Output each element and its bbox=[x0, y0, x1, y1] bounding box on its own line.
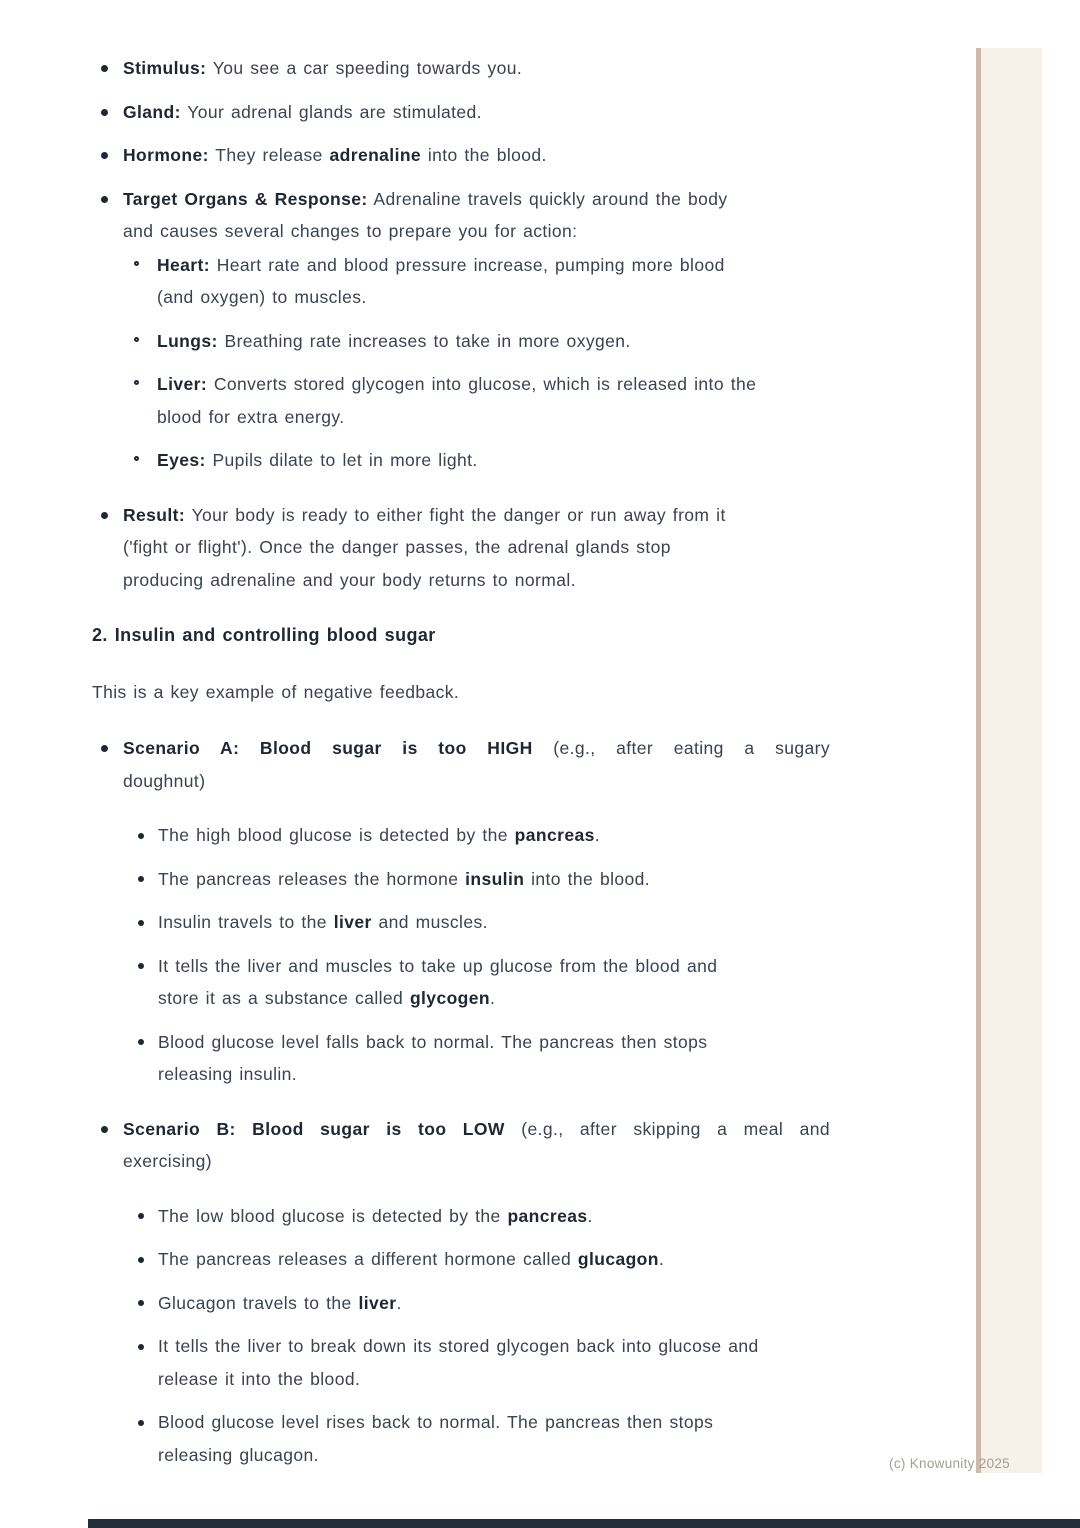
text-line bbox=[158, 1026, 830, 1059]
text-segment: It tells the liver to break down its stored glycogen back into glucose and bbox=[158, 1336, 759, 1356]
text-segment: It tells the liver and muscles to take up glucose from the blood and bbox=[158, 955, 718, 976]
bullet-item bbox=[92, 96, 830, 129]
bullet-item bbox=[92, 52, 830, 85]
text-line bbox=[158, 1058, 830, 1091]
text-segment: and muscles. bbox=[371, 912, 488, 932]
text-line bbox=[92, 676, 830, 709]
bullet-icon bbox=[138, 1344, 144, 1350]
text-segment: . bbox=[587, 1205, 593, 1226]
text-segment: liver bbox=[333, 912, 372, 932]
bullet-item bbox=[92, 1330, 830, 1395]
text-segment: liver bbox=[358, 1292, 397, 1313]
bullet-item bbox=[92, 1406, 830, 1471]
text-segment: release it into the blood. bbox=[158, 1368, 361, 1389]
text-line bbox=[123, 499, 830, 532]
text-line bbox=[158, 950, 830, 983]
text-line bbox=[157, 281, 830, 314]
text-segment: insulin bbox=[465, 868, 525, 889]
text-line bbox=[123, 564, 830, 597]
text-segment: doughnut) bbox=[123, 770, 206, 791]
text-line bbox=[158, 1439, 830, 1472]
text-segment: Scenario A: Blood sugar is too HIGH bbox=[123, 738, 533, 758]
text-segment: pancreas bbox=[514, 825, 595, 845]
bullet-item bbox=[92, 249, 830, 314]
bullet-item bbox=[92, 183, 830, 248]
section-heading bbox=[92, 619, 830, 652]
bullet-item bbox=[92, 368, 830, 433]
bullet-icon bbox=[138, 1213, 144, 1219]
bullet-item bbox=[92, 139, 830, 172]
bullet-item bbox=[92, 819, 830, 852]
text-segment: glycogen bbox=[409, 988, 490, 1008]
text-line bbox=[157, 249, 830, 282]
text-segment: Lungs: bbox=[157, 330, 218, 351]
text-line bbox=[158, 863, 830, 896]
hollow-bullet-icon bbox=[134, 337, 139, 342]
text-segment: Gland: bbox=[123, 101, 181, 122]
text-segment: Heart: bbox=[157, 254, 210, 275]
text-segment: Breathing rate increases to take in more oxygen. bbox=[217, 330, 631, 351]
text-line bbox=[158, 1243, 830, 1276]
text-line bbox=[123, 732, 830, 765]
bullet-icon bbox=[101, 109, 108, 116]
text-line bbox=[123, 52, 830, 85]
text-line bbox=[158, 1287, 830, 1320]
text-segment: Stimulus: bbox=[123, 58, 207, 78]
text-segment: Glucagon travels to the bbox=[158, 1292, 359, 1313]
bullet-item bbox=[92, 499, 830, 597]
text-segment: . bbox=[489, 988, 496, 1008]
text-segment: (e.g., after eating a sugary bbox=[532, 738, 831, 758]
bullet-icon bbox=[101, 512, 108, 519]
bullet-icon bbox=[101, 1126, 108, 1133]
bullet-icon bbox=[138, 1257, 144, 1263]
text-segment: Converts stored glycogen into glucose, which is released into the bbox=[207, 374, 757, 394]
page-edge-panel bbox=[981, 48, 1042, 1473]
text-segment: Hormone: bbox=[123, 145, 209, 165]
text-segment: Insulin travels to the bbox=[158, 912, 334, 932]
bullet-icon bbox=[101, 152, 108, 159]
text-line bbox=[158, 982, 830, 1015]
text-segment: into the blood. bbox=[421, 145, 547, 165]
text-segment: Heart rate and blood pressure increase, pumping more blood bbox=[209, 254, 725, 275]
text-segment: Scenario B: Blood sugar is too LOW bbox=[123, 1118, 505, 1139]
bullet-icon bbox=[138, 833, 144, 839]
bullet-icon bbox=[138, 1039, 144, 1045]
text-segment: You see a car speeding towards you. bbox=[206, 58, 523, 78]
watermark-text: (c) Knowunity 2025 bbox=[889, 1456, 1010, 1471]
bullet-icon bbox=[138, 963, 144, 969]
bullet-item bbox=[92, 863, 830, 896]
text-line bbox=[123, 531, 830, 564]
text-line bbox=[123, 96, 830, 129]
text-segment: Pupils dilate to let in more light. bbox=[205, 450, 478, 470]
text-segment: Your body is ready to either fight the danger or run away from it bbox=[185, 504, 726, 525]
text-segment: Your adrenal glands are stimulated. bbox=[180, 101, 482, 122]
text-line bbox=[123, 1145, 830, 1178]
text-line bbox=[157, 325, 830, 358]
text-line bbox=[123, 215, 830, 248]
text-line bbox=[123, 139, 830, 172]
text-segment: The high blood glucose is detected by the bbox=[158, 825, 515, 845]
bullet-item bbox=[92, 1113, 830, 1178]
text-line bbox=[92, 619, 830, 652]
text-segment: The pancreas releases a different hormone called bbox=[158, 1249, 578, 1269]
bullet-icon bbox=[138, 1300, 144, 1306]
bullet-item bbox=[92, 1026, 830, 1091]
text-segment: into the blood. bbox=[524, 868, 651, 889]
text-segment: Adrenaline travels quickly around the body bbox=[367, 188, 728, 209]
text-segment: Blood glucose level falls back to normal. The pancreas then stops bbox=[158, 1031, 708, 1052]
bullet-icon bbox=[101, 196, 108, 203]
text-line bbox=[158, 906, 830, 939]
bullet-icon bbox=[138, 920, 144, 926]
text-segment: The low blood glucose is detected by the bbox=[158, 1205, 508, 1226]
bullet-icon bbox=[138, 876, 144, 882]
text-line bbox=[158, 1330, 830, 1363]
text-line bbox=[157, 444, 830, 477]
text-line bbox=[157, 401, 830, 434]
bullet-item bbox=[92, 950, 830, 1015]
bullet-item bbox=[92, 1243, 830, 1276]
document-content bbox=[92, 52, 830, 1471]
bullet-item bbox=[92, 325, 830, 358]
text-segment: Eyes: bbox=[157, 450, 206, 470]
text-segment: This is a key example of negative feedback. bbox=[92, 681, 460, 702]
text-segment: . bbox=[658, 1249, 665, 1269]
bullet-item bbox=[92, 732, 830, 797]
text-segment: ('fight or flight'). Once the danger passes, the adrenal glands stop bbox=[123, 537, 671, 557]
text-segment: Target Organs & Response: bbox=[123, 188, 368, 209]
text-line bbox=[123, 183, 830, 216]
hollow-bullet-icon bbox=[134, 456, 139, 461]
text-line bbox=[158, 1363, 830, 1396]
text-segment: and causes several changes to prepare you for action: bbox=[123, 221, 578, 241]
text-segment: The pancreas releases the hormone bbox=[158, 868, 466, 889]
bullet-icon bbox=[101, 745, 108, 752]
text-segment: Blood glucose level rises back to normal. The pancreas then stops bbox=[158, 1412, 714, 1432]
bullet-item bbox=[92, 1200, 830, 1233]
text-segment: (and oxygen) to muscles. bbox=[157, 287, 367, 307]
paragraph bbox=[92, 676, 830, 709]
text-line bbox=[158, 819, 830, 852]
bullet-item bbox=[92, 444, 830, 477]
text-segment: . bbox=[594, 825, 600, 845]
text-segment: pancreas bbox=[507, 1205, 588, 1226]
text-segment: . bbox=[396, 1292, 402, 1313]
hollow-bullet-icon bbox=[134, 261, 139, 266]
text-line bbox=[158, 1406, 830, 1439]
text-segment: 2. Insulin and controlling blood sugar bbox=[92, 625, 436, 645]
text-segment: store it as a substance called bbox=[158, 988, 410, 1008]
text-segment: producing adrenaline and your body returns to normal. bbox=[123, 569, 576, 590]
text-segment: Liver: bbox=[157, 374, 208, 394]
text-line bbox=[123, 765, 830, 798]
text-segment: (e.g., after skipping a meal and bbox=[504, 1118, 830, 1139]
text-line bbox=[158, 1200, 830, 1233]
text-segment: Result: bbox=[123, 504, 186, 525]
text-segment: adrenaline bbox=[329, 145, 422, 165]
bullet-item bbox=[92, 906, 830, 939]
hollow-bullet-icon bbox=[134, 380, 139, 385]
bullet-icon bbox=[138, 1420, 144, 1426]
bullet-icon bbox=[101, 65, 108, 72]
text-segment: releasing glucagon. bbox=[158, 1444, 319, 1465]
text-segment: releasing insulin. bbox=[158, 1064, 298, 1084]
bottom-bar bbox=[88, 1519, 1080, 1528]
text-line bbox=[157, 368, 830, 401]
text-segment: blood for extra energy. bbox=[157, 406, 345, 427]
text-segment: exercising) bbox=[123, 1151, 213, 1171]
text-line bbox=[123, 1113, 830, 1146]
text-segment: They release bbox=[208, 145, 330, 165]
text-segment: glucagon bbox=[577, 1249, 659, 1269]
bullet-item bbox=[92, 1287, 830, 1320]
